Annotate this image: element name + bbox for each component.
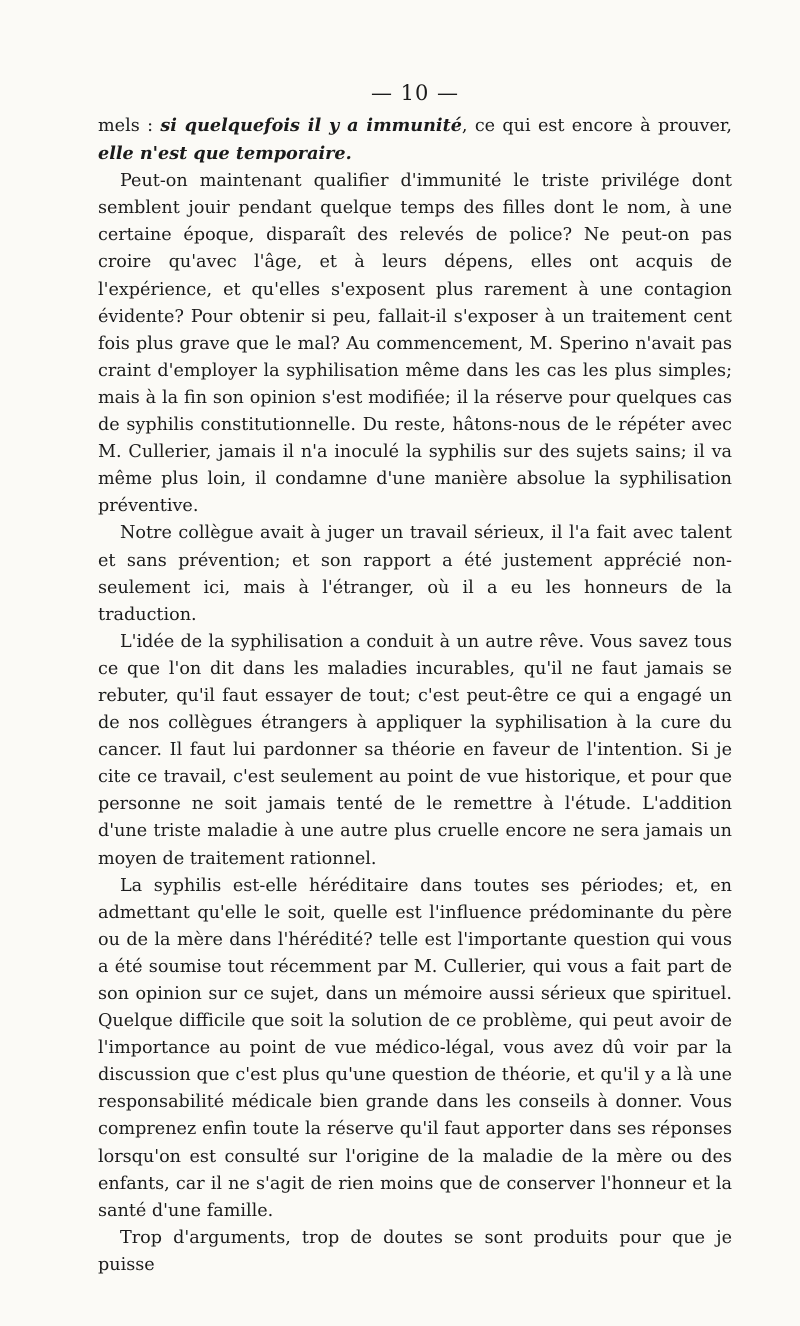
paragraph-6: Trop d'arguments, trop de doutes se sont produits pour que je puisse (98, 1227, 732, 1275)
paragraph-1-italic-2: elle n'est que temporaire. (98, 143, 352, 165)
paragraph-1 (98, 112, 732, 168)
paragraph-2: Peut-on maintenant qualifier d'immunité le triste privilége dont semblent jouir pendant quelque temps des filles dont le nom, à une certaine époque, disparaît des relevés de police? Ne peut-on pas croire qu'avec l'âge, et à leurs dépens, elles ont acquis de l'expérience, et qu'elles s'exposent plus rarement à une contagion évidente? Pour obtenir si peu, fallait-il s'exposer à un traitement cent fois plus grave que le mal? Au commencement, M. Sperino n'avait pas craint d'employer la syphilisation même dans les cas les plus simples; mais à la fin son opinion s'est modifiée; il la réserve pour quelques cas de syphilis constitutionnelle. Du reste, hâtons-nous de le répéter avec M. Cullerier, jamais il n'a inoculé la syphilis sur des sujets sains; il va même plus loin, il condamne d'une manière absolue la syphilisation préventive. (98, 171, 732, 517)
paragraph-1-mid: , ce qui est encore à prouver, (461, 116, 732, 136)
paragraph-1-lead: mels : (98, 116, 161, 136)
paragraph-5: La syphilis est-elle héréditaire dans toutes ses périodes; et, en admettant qu'elle le soit, quelle est l'influence prédominante du père ou de la mère dans l'hérédité? telle est l'importante question qui vous a été soumise tout récemment par M. Cullerier, qui vous a fait part de son opinion sur ce sujet, dans un mémoire aussi sérieux que spirituel. Quelque difficile que soit la solution de ce problème, qui peut avoir de l'importance au point de vue médico-légal, vous avez dû voir par la discussion que c'est plus qu'une question de théorie, et qu'il y a là une responsabilité médicale bien grande dans les conseils à donner. Vous comprenez enfin toute la réserve qu'il faut apporter dans ses réponses lorsqu'on est consulté sur l'origine de la maladie de la mère ou des enfants, car il ne s'agit de rien moins que de conserver l'honneur et la santé d'une famille. (98, 875, 732, 1221)
paragraph-3: Notre collègue avait à juger un travail sérieux, il l'a fait avec talent et sans prévention; et son rapport a été justement apprécié non-seulement ici, mais à l'étranger, où il a eu les honneurs de la traduction. (98, 523, 732, 625)
page-number: — 10 — (370, 81, 460, 105)
paragraph-4: L'idée de la syphilisation a conduit à un autre rêve. Vous savez tous ce que l'on dit dans les maladies incurables, qu'il ne faut jamais se rebuter, qu'il faut essayer de tout; c'est peut-être ce qui a engagé un de nos collègues étrangers à appliquer la syphilisation à la cure du cancer. Il faut lui pardonner sa théorie en faveur de l'intention. Si je cite ce travail, c'est seulement au point de vue historique, et pour que personne ne soit jamais tenté de le remettre à l'étude. L'addition d'une triste maladie à une autre plus cruelle encore ne sera jamais un moyen de traitement rationnel. (98, 631, 732, 869)
paragraph-1-italic: si quelquefois il y a immunité (160, 115, 462, 136)
